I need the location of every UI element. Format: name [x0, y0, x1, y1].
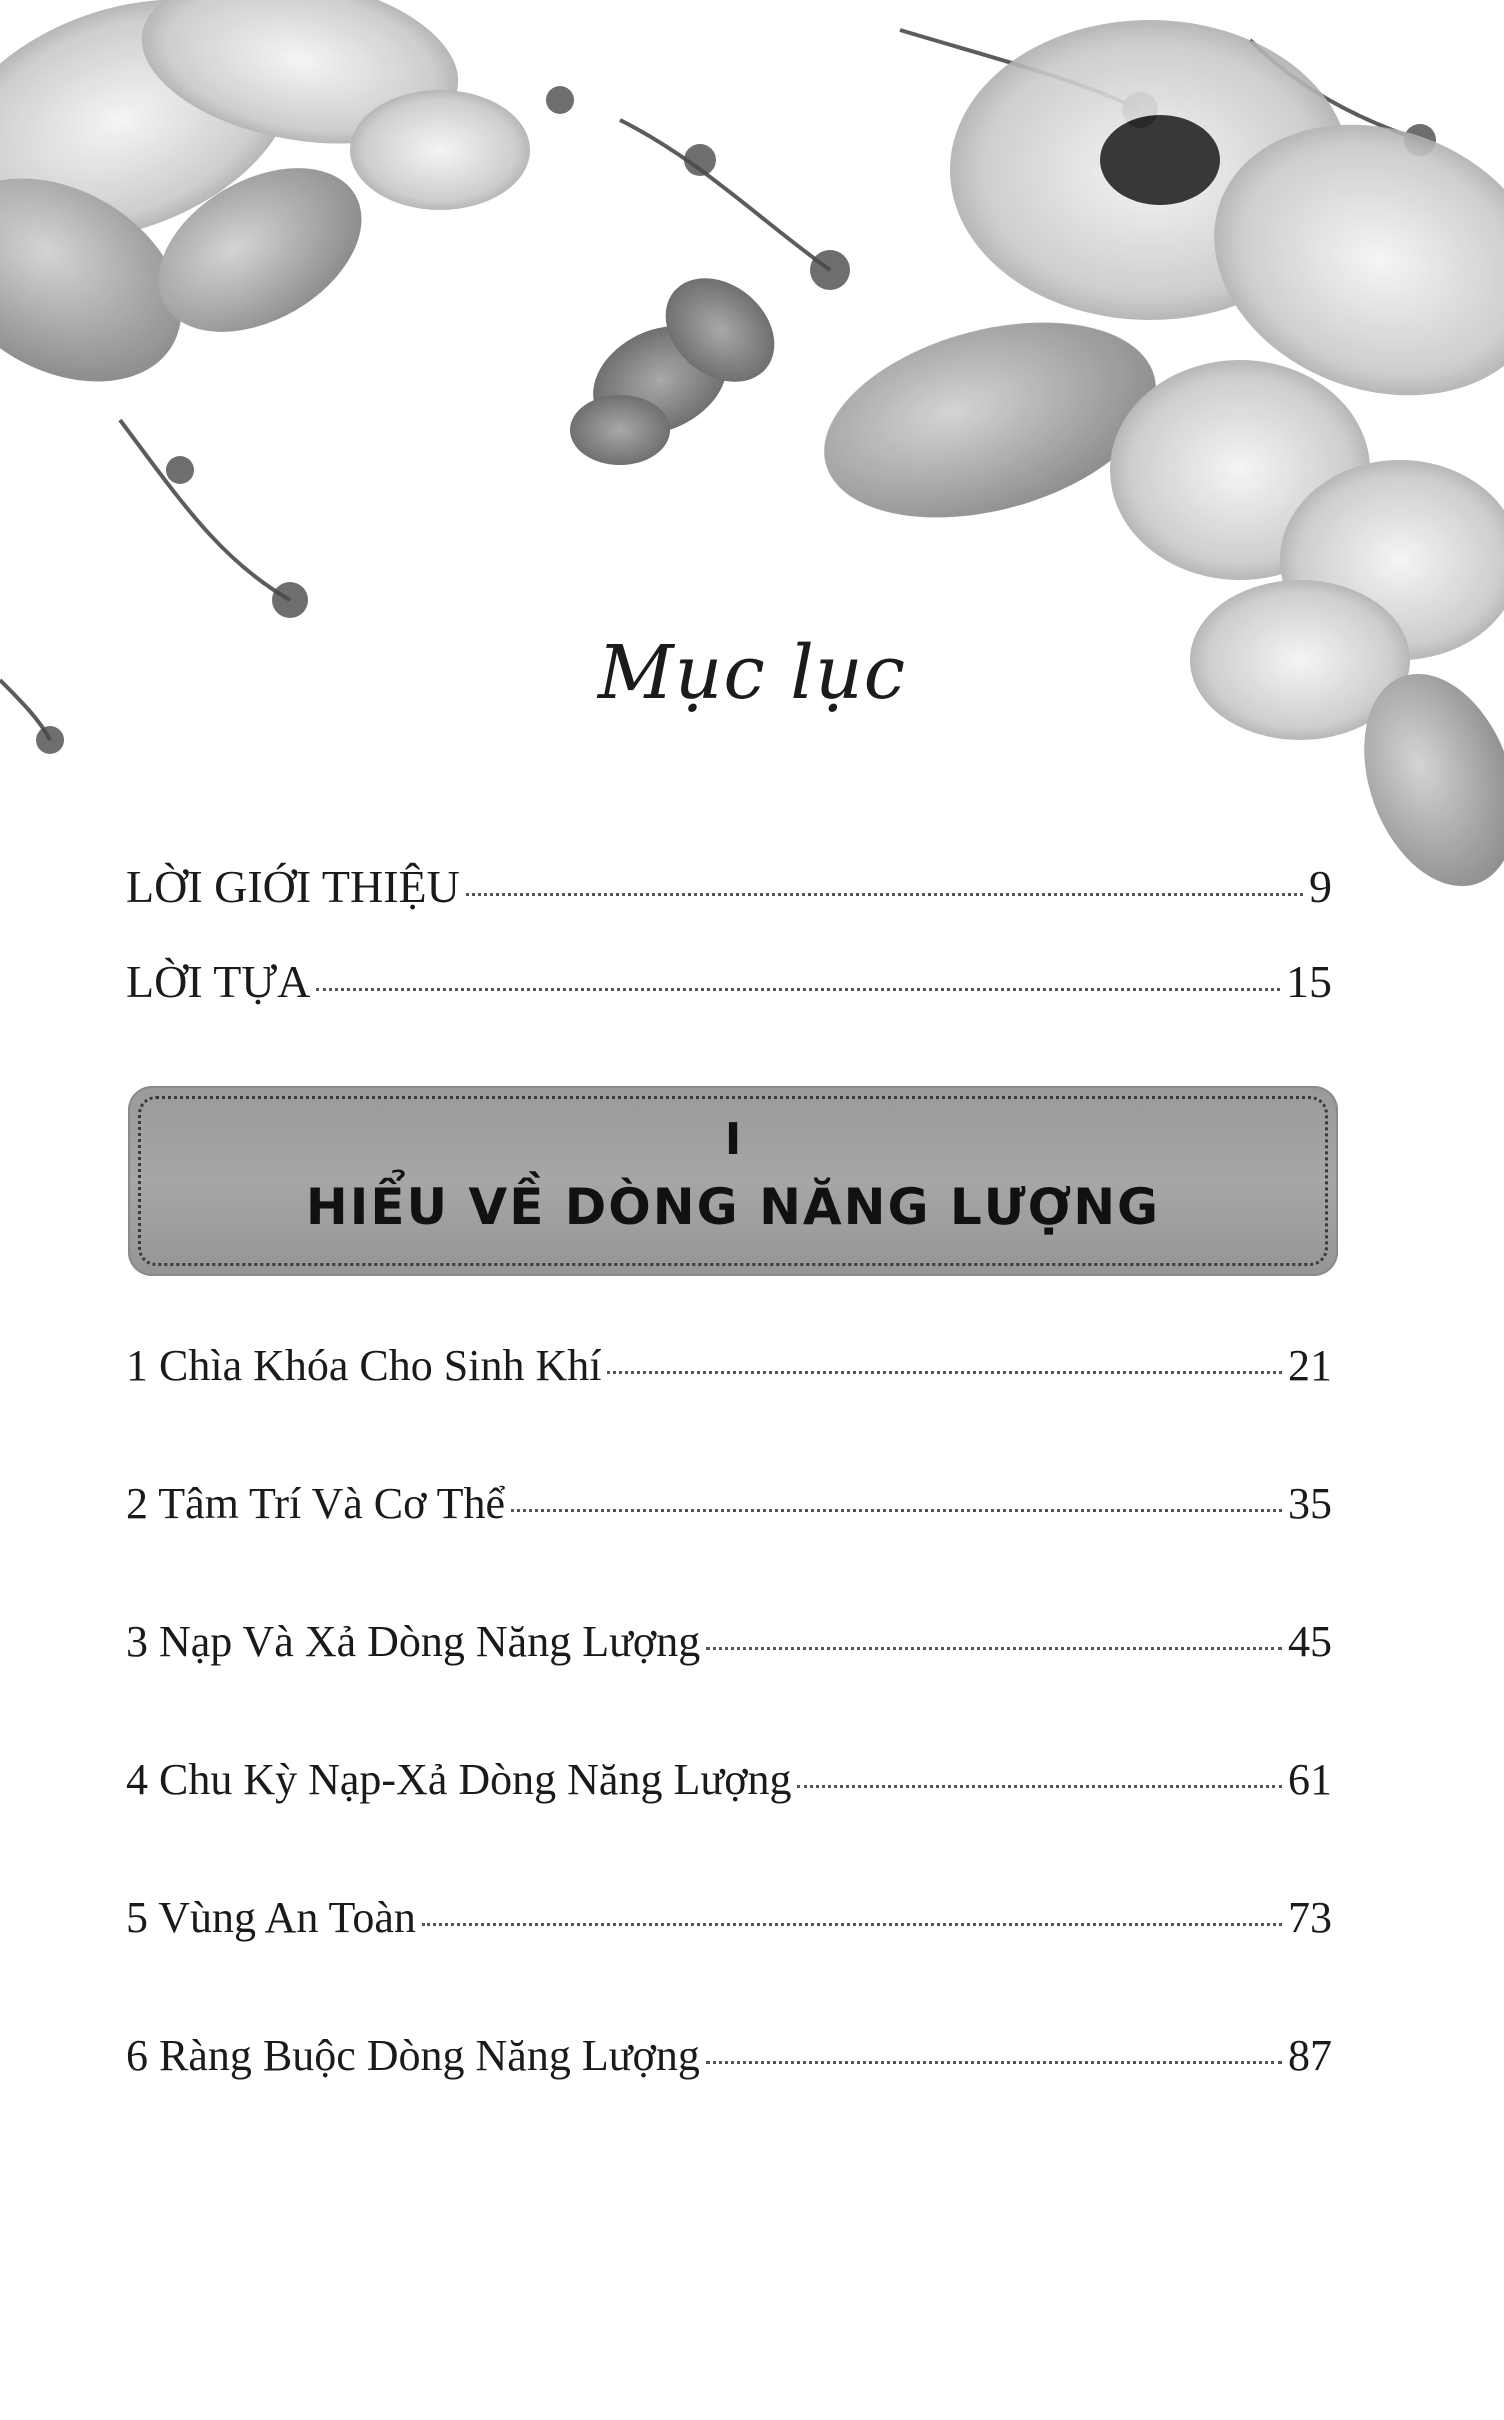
dot-leader	[797, 1785, 1282, 1788]
toc-entry-chapter-6[interactable]	[126, 2030, 1332, 2081]
dot-leader	[511, 1509, 1282, 1512]
part-number: I	[724, 1114, 742, 1165]
dot-leader	[607, 1371, 1282, 1374]
toc-entry-page: 9	[1309, 861, 1332, 912]
toc-entry-label: 5 Vùng An Toàn	[126, 1893, 416, 1942]
dot-leader	[316, 988, 1280, 991]
page-title: Mục lục	[597, 630, 907, 716]
toc-entry-chapter-5[interactable]	[126, 1892, 1332, 1943]
part-banner	[128, 1086, 1338, 1276]
toc-entry-chapter-4[interactable]	[126, 1754, 1332, 1805]
toc-entry-page: 15	[1286, 956, 1332, 1007]
toc-entry-preface[interactable]	[126, 955, 1332, 1008]
toc-entry-page: 61	[1288, 1755, 1332, 1804]
dot-leader	[706, 1647, 1282, 1650]
dot-leader	[422, 1923, 1282, 1926]
toc-entry-label: 3 Nạp Và Xả Dòng Năng Lượng	[126, 1617, 701, 1666]
toc-entry-page: 45	[1288, 1617, 1332, 1666]
dot-leader	[466, 893, 1303, 896]
toc-entry-page: 73	[1288, 1893, 1332, 1942]
toc-entry-page: 35	[1288, 1479, 1332, 1528]
part-title: HIỂU VỀ DÒNG NĂNG LƯỢNG	[305, 1178, 1161, 1236]
toc-entry-page: 21	[1288, 1341, 1332, 1390]
floral-header-illustration	[0, 0, 1504, 900]
dot-leader	[706, 2061, 1282, 2064]
toc-entry-chapter-2[interactable]	[126, 1478, 1332, 1529]
toc-entry-page: 87	[1288, 2031, 1332, 2080]
toc-entry-label: 6 Ràng Buộc Dòng Năng Lượng	[126, 2031, 700, 2080]
toc-entry-label: 4 Chu Kỳ Nạp-Xả Dòng Năng Lượng	[126, 1755, 792, 1804]
toc-entry-introduction[interactable]	[126, 860, 1332, 913]
toc-entry-label: 2 Tâm Trí Và Cơ Thể	[126, 1479, 505, 1528]
toc-entry-chapter-1[interactable]	[126, 1340, 1332, 1391]
toc-entry-label: 1 Chìa Khóa Cho Sinh Khí	[126, 1341, 602, 1390]
toc-entry-label: LỜI GIỚI THIỆU	[126, 861, 460, 912]
toc-entry-chapter-3[interactable]	[126, 1616, 1332, 1667]
toc-entry-label: LỜI TỰA	[126, 956, 311, 1007]
